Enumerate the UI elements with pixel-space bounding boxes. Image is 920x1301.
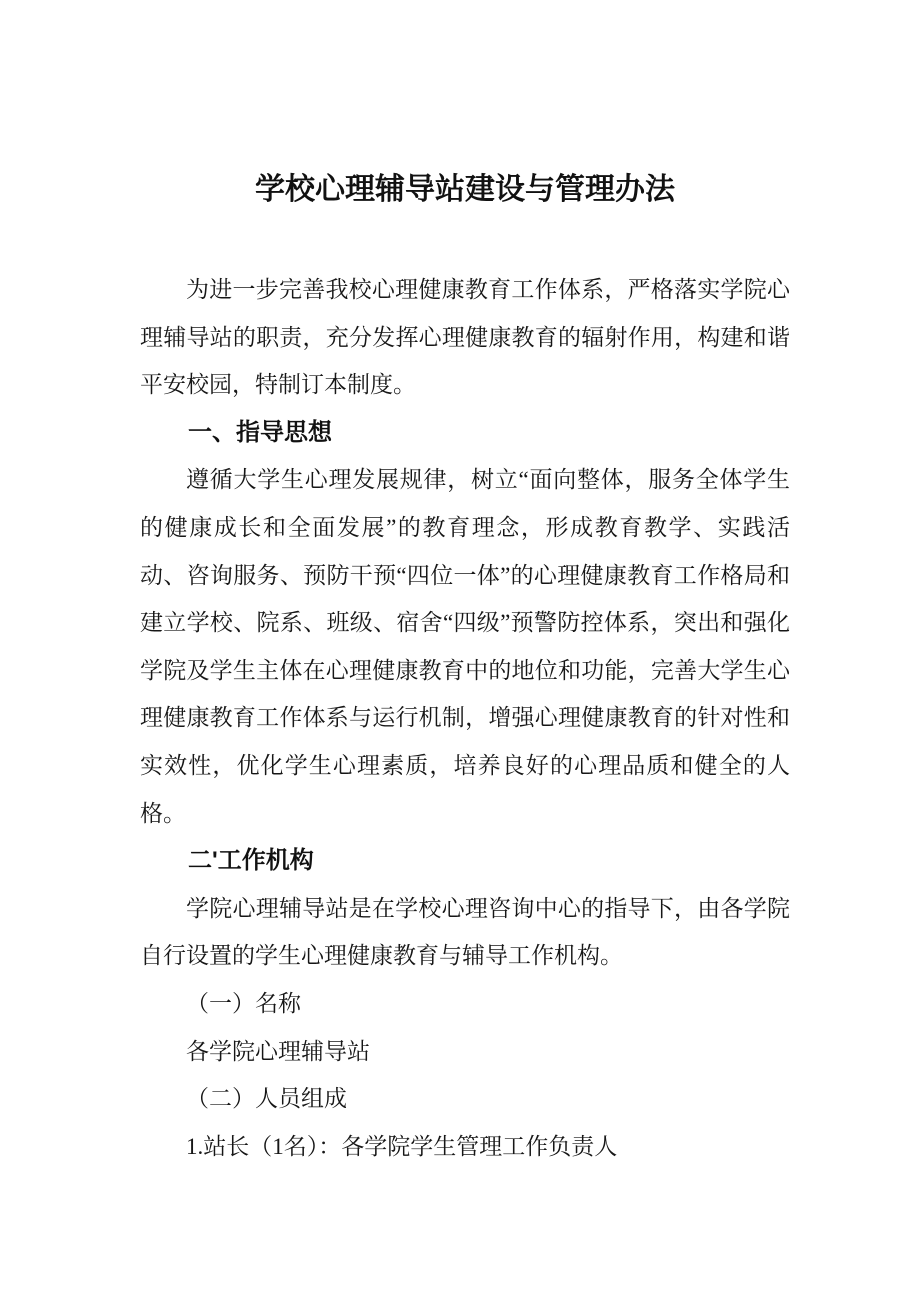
section-heading-work-organization: 二'工作机构 [188,847,314,875]
section-heading-guiding-ideology: 一、指导思想 [188,418,332,446]
station-name-text: 各学院心理辅导站 [186,1038,370,1064]
document-body [140,266,790,1170]
subsection-name-label: （一）名称 [186,990,301,1016]
guiding-ideology-paragraph: 遵循大学生心理发展规律，树立“面向整体，服务全体学生的健康成长和全面发展”的教育理念，形成教育教学、实践活动、咨询服务、预防干预“四位一体”的心理健康教育工作格局和建立学校、院系、班级、宿舍“四级”预警防控体系，突出和强化学院及学生主体在心理健康教育中的地位和功能，完善大学生心理健康教育工作体系与运行机制，增强心理健康教育的针对性和实效性，优化学生心理素质，培养良好的心理品质和健全的人格。 [140,467,790,826]
personnel-item-station-chief: 1.站长（1名）：各学院学生管理工作负责人 [186,1133,618,1159]
subsection-personnel-label: （二）人员组成 [186,1086,347,1112]
intro-paragraph: 为进一步完善我校心理健康教育工作体系，严格落实学院心理辅导站的职责，充分发挥心理健康教育的辐射作用，构建和谐平安校园，特制订本制度。 [140,277,790,398]
work-organization-paragraph: 学院心理辅导站是在学校心理咨询中心的指导下，由各学院自行设置的学生心理健康教育与辅导工作机构。 [140,895,790,969]
document-title: 学校心理辅导站建设与管理办法 [255,173,675,206]
